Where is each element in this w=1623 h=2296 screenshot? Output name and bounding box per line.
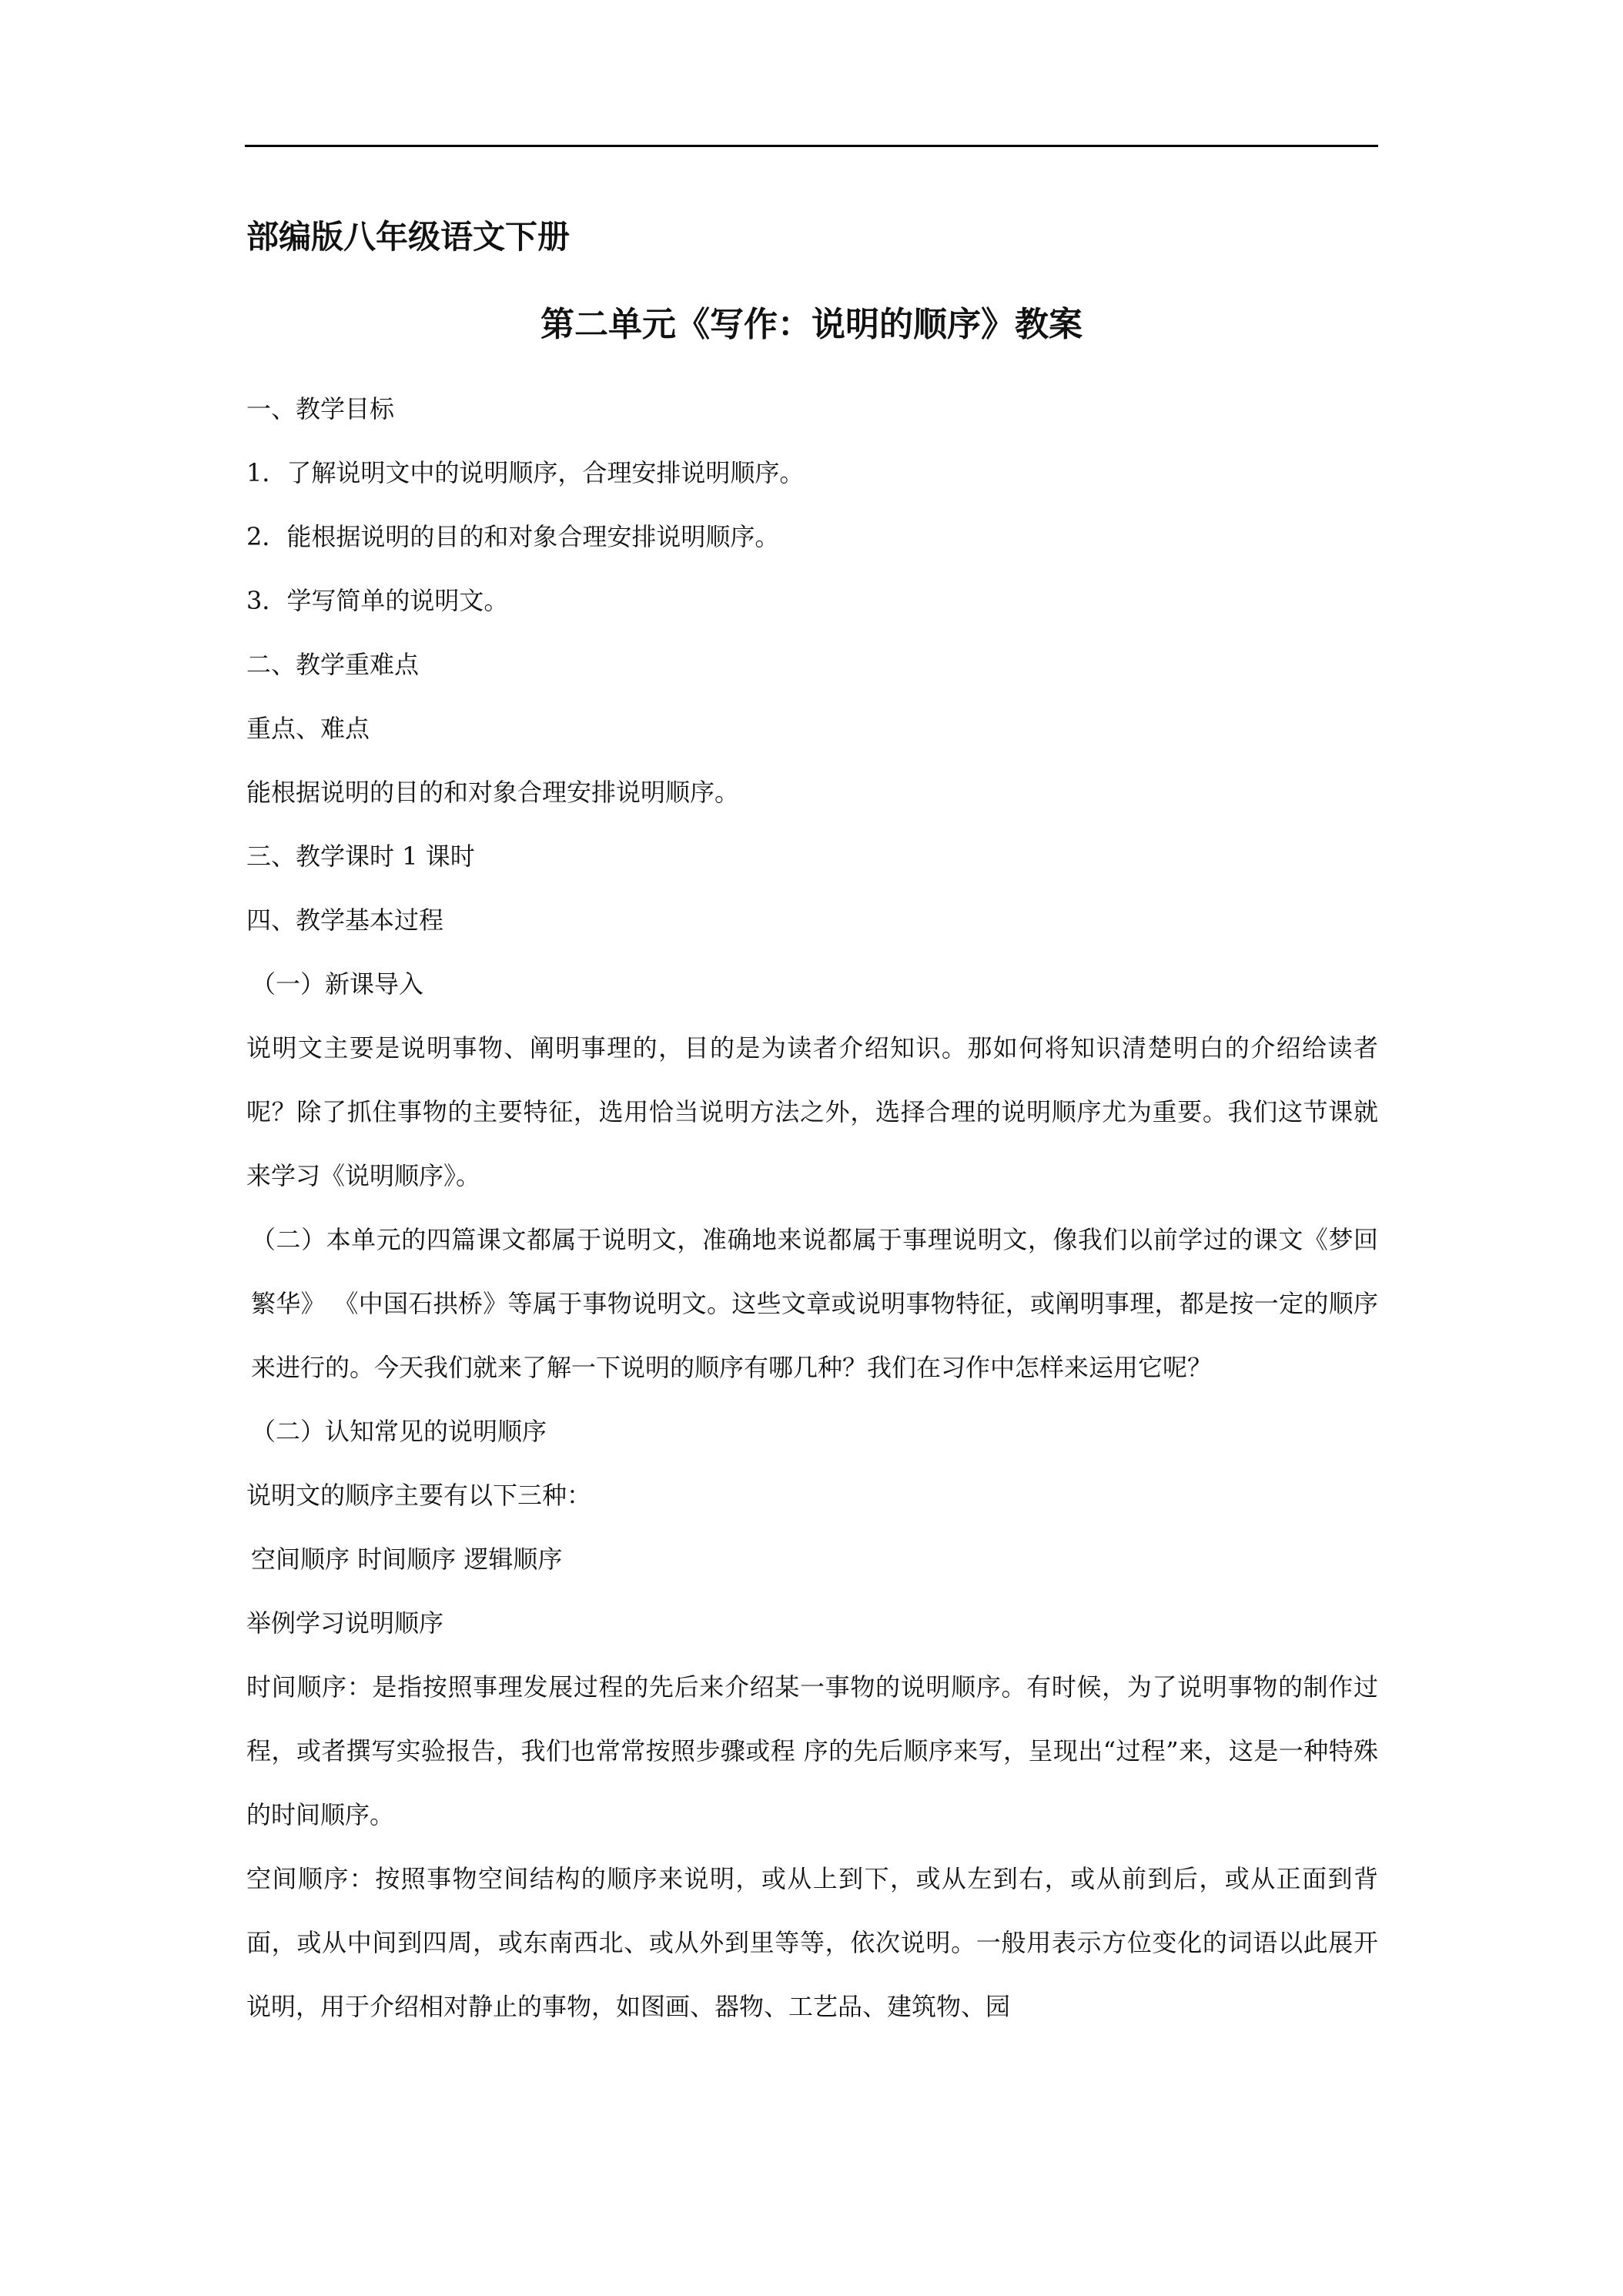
orders-intro: 说明文的顺序主要有以下三种： (246, 1481, 592, 1510)
subsection-heading-common-orders: （二）认知常见的说明顺序 (251, 1417, 547, 1446)
header-rule (245, 145, 1378, 147)
objective-item-1: 1．了解说明文中的说明顺序，合理安排说明顺序。 (246, 458, 805, 487)
document-subtitle: 第二单元《写作：说明的顺序》教案 (540, 305, 1083, 344)
intro-paragraph: 说明文主要是说明事物、阐明事理的，目的是为读者介绍知识。那如何将知识清楚明白的介绍给读者呢？除了抓住事物的主要特征，选用恰当说明方法之外，选择合理的说明顺序尤为重要。我们这节课就来学习《说明顺序》。 (246, 1033, 1378, 1190)
objective-item-3: 3．学写简单的说明文。 (246, 586, 509, 615)
key-points-text: 能根据说明的目的和对象合理安排说明顺序。 (246, 778, 740, 807)
document-body (246, 377, 1378, 2039)
section-heading-objectives: 一、教学目标 (246, 394, 395, 423)
subsection-heading-intro: （一）新课导入 (251, 969, 424, 999)
objective-item-2: 2．能根据说明的目的和对象合理安排说明顺序。 (246, 522, 780, 551)
document-title: 部编版八年级语文下册 (246, 218, 571, 256)
section-heading-key-points: 二、教学重难点 (246, 650, 420, 679)
section-heading-process: 四、教学基本过程 (246, 905, 444, 935)
examples-heading: 举例学习说明顺序 (246, 1608, 444, 1638)
time-order-paragraph: 时间顺序：是指按照事理发展过程的先后来介绍某一事物的说明顺序。有时候，为了说明事物的制作过程，或者撰写实验报告，我们也常常按照步骤或程 序的先后顺序来写，呈现出“过程”来，这是一种特殊的时间顺序。 (246, 1672, 1378, 1829)
key-points-label: 重点、难点 (246, 714, 370, 743)
space-order-paragraph: 空间顺序：按照事物空间结构的顺序来说明，或从上到下，或从左到右，或从前到后，或从正面到背面，或从中间到四周，或东南西北、或从外到里等等，依次说明。一般用表示方位变化的词语以此展开说明，用于介绍相对静止的事物，如图画、器物、工艺品、建筑物、园 (246, 1864, 1378, 2021)
orders-list: 空间顺序 时间顺序 逻辑顺序 (251, 1545, 563, 1574)
section-heading-lesson-hours: 三、教学课时 1 课时 (246, 842, 475, 871)
unit-overview-paragraph: （二）本单元的四篇课文都属于说明文，准确地来说都属于事理说明文，像我们以前学过的课文《梦回繁华》 《中国石拱桥》等属于事物说明文。这些文章或说明事物特征，或阐明事理，都是按一定的顺序来进行的。今天我们就来了解一下说明的顺序有哪几种？我们在习作中怎样来运用它呢？ (251, 1225, 1378, 1382)
